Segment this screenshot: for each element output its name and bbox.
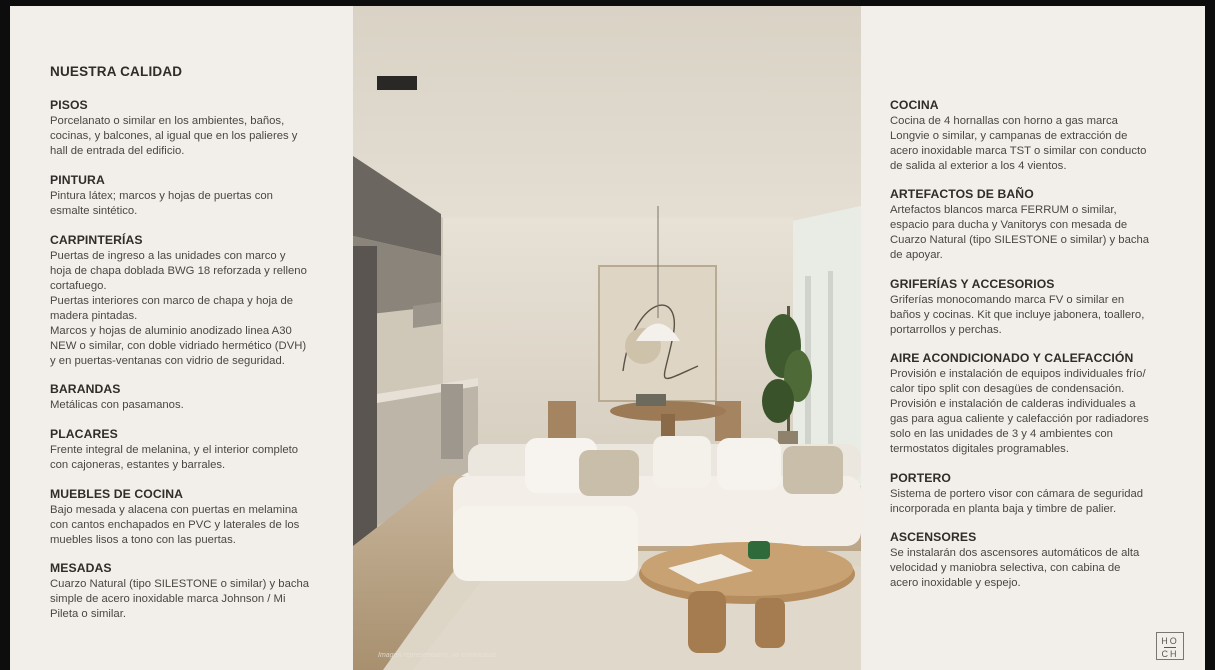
section-title: AIRE ACONDICIONADO Y CALEFACCIÓN <box>890 351 1134 365</box>
section-carpinterias <box>50 233 328 369</box>
photo-caption: Imagen representativa, no contractual. <box>378 652 498 659</box>
section-text: Puertas de ingreso a las unidades con marco y hoja de chapa doblada BWG 18 reforzada y relleno cortafuego. Puertas interiores con marco de chapa y hoja de madera pintadas. Marcos y hojas de aluminio anodizado linea A30 NEW o similar, con doble vidriado hermético (DVH) y en puertas-ventanas con vidrio de seguridad. <box>50 250 307 367</box>
section-title: MUEBLES DE COCINA <box>50 487 184 501</box>
section-title: GRIFERÍAS Y ACCESORIOS <box>890 277 1055 291</box>
section-text: Cuarzo Natural (tipo SILESTONE o similar) y bacha simple de acero inoxidable marca Johnson / Mi Pileta o similar. <box>50 578 310 620</box>
section-text: Cocina de 4 hornallas con horno a gas marca Longvie o similar, y campanas de extracción de acero inoxidable marca TST o similar con conducto de salida al exterior a los 4 vientos. <box>890 115 1147 172</box>
section-aire-acondicionado <box>890 351 1175 457</box>
section-text: Metálicas con pasamanos. <box>50 399 184 411</box>
section-mesadas <box>50 561 328 622</box>
section-ascensores <box>890 530 1175 591</box>
section-text: Porcelanato o similar en los ambientes, baños, cocinas, y balcones, al igual que en los palieres y hall de entrada del edificio. <box>50 115 298 157</box>
section-title: ASCENSORES <box>890 530 977 544</box>
section-pintura <box>50 173 328 219</box>
section-portero <box>890 471 1175 517</box>
section-pisos <box>50 98 328 159</box>
section-text: Bajo mesada y alacena con puertas en melamina con cantos enchapados en PVC y laterales de los muebles lisos a tono con las puertas. <box>50 504 300 546</box>
section-barandas <box>50 382 328 413</box>
section-griferias-y-accesorios <box>890 277 1175 338</box>
section-title: BARANDAS <box>50 382 121 396</box>
section-muebles-de-cocina <box>50 487 328 548</box>
logo-line-top: HO <box>1161 636 1179 646</box>
section-text: Frente integral de melanina, y el interior completo con cajoneras, estantes y barrales. <box>50 444 299 471</box>
section-text: Griferías monocomando marca FV o similar en baños y cocinas. Kit que incluye jabonera, toallero, portarrollos y perchas. <box>890 294 1145 336</box>
section-text: Provisión e instalación de equipos individuales frío/ calor tipo split con desagües de condensación. Provisión e instalación de calderas individuales a gas para agua caliente y calefacción por radiadores solo en las unidades de 3 y 4 ambientes con termostatos digitales programables. <box>890 368 1149 455</box>
living-room-render <box>353 6 861 670</box>
section-text: Sistema de portero visor con cámara de seguridad incorporada en planta baja y timbre de palier. <box>890 488 1144 515</box>
section-title: ARTEFACTOS DE BAÑO <box>890 187 1034 201</box>
section-cocina <box>890 98 1175 174</box>
section-text: Se instalarán dos ascensores automáticos de alta velocidad y maniobra selectiva, con cabina de acero inoxidable y espejo. <box>890 547 1140 589</box>
section-text: Artefactos blancos marca FERRUM o similar, espacio para ducha y Vanitorys con mesada de Cuarzo Natural (tipo SILESTONE o similar) y bacha de apoyar. <box>890 204 1150 261</box>
section-title: CARPINTERÍAS <box>50 233 143 247</box>
section-title: MESADAS <box>50 561 112 575</box>
interior-photo <box>353 6 861 670</box>
section-text: Pintura látex; marcos y hojas de puertas con esmalte sintético. <box>50 190 273 217</box>
logo-line-bottom: CH <box>1161 649 1179 659</box>
logo-divider <box>1164 647 1176 648</box>
section-title: COCINA <box>890 98 939 112</box>
brand-logo <box>1156 632 1184 660</box>
brochure-page <box>10 6 1205 670</box>
section-placares <box>50 427 328 473</box>
page-title: NUESTRA CALIDAD <box>50 64 183 79</box>
section-artefactos-de-bano <box>890 187 1175 263</box>
section-title: PORTERO <box>890 471 951 485</box>
section-title: PINTURA <box>50 173 105 187</box>
section-title: PISOS <box>50 98 88 112</box>
section-title: PLACARES <box>50 427 118 441</box>
